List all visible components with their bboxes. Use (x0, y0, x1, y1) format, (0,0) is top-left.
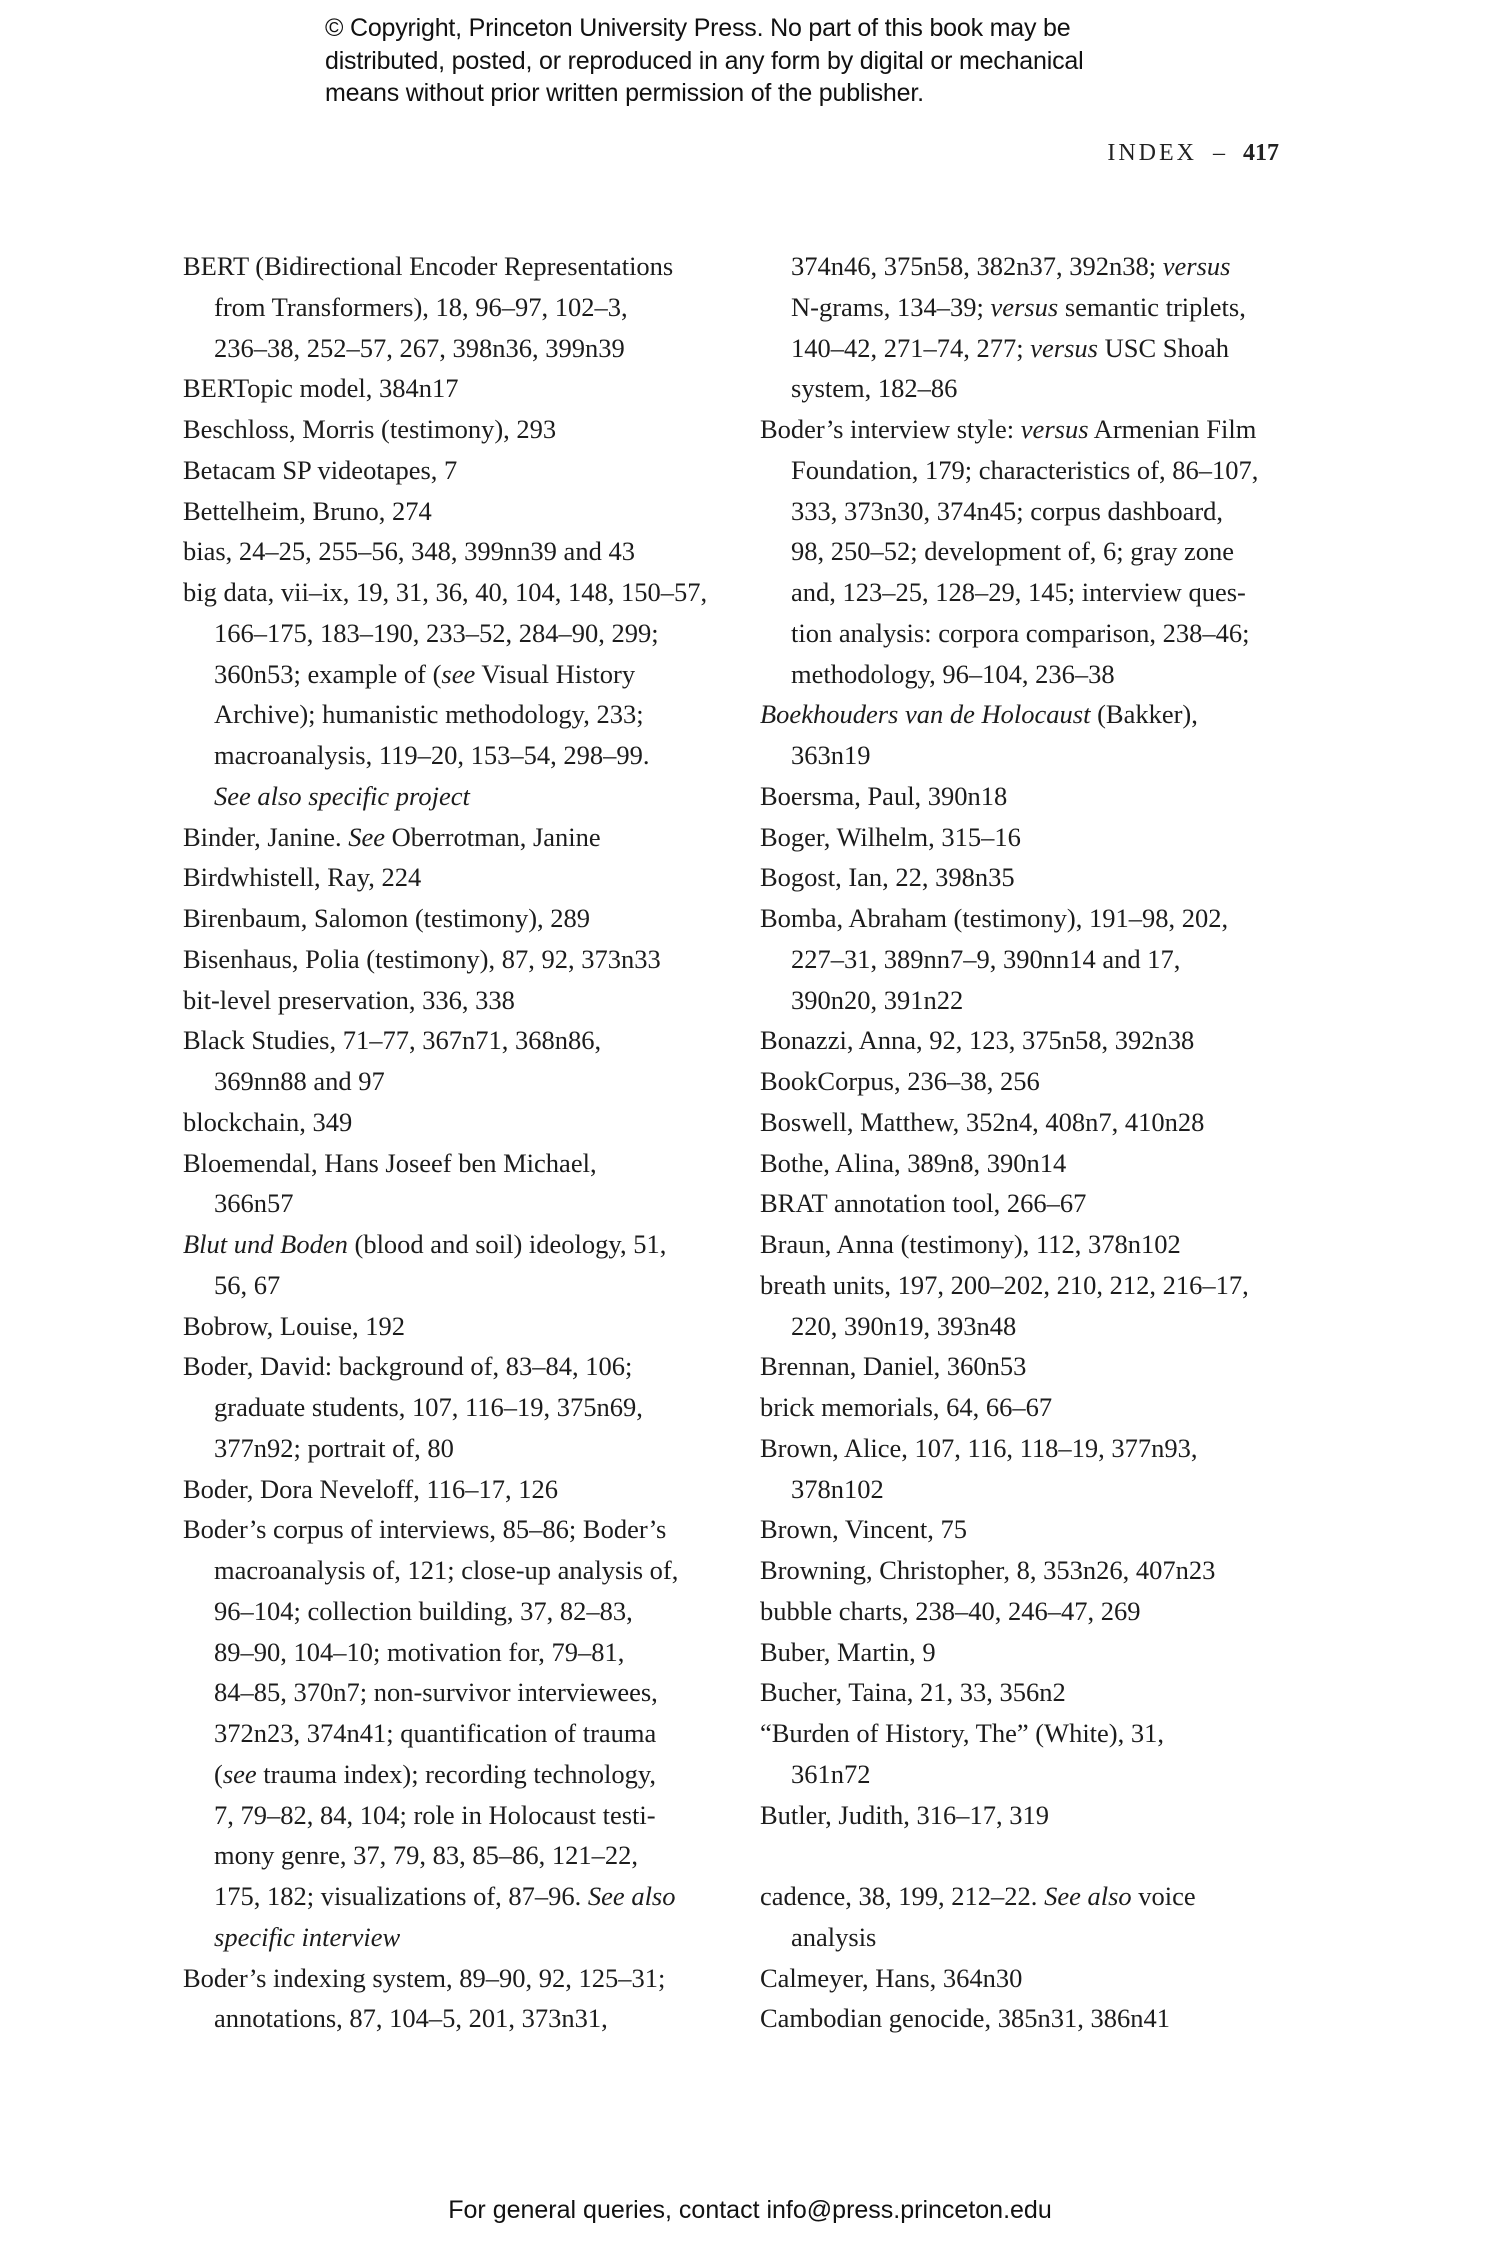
entry-text: 360n53; example of ( (214, 658, 442, 689)
index-entry-continuation (760, 980, 1320, 1021)
copyright-line: means without prior written permission of the publisher. (325, 79, 924, 107)
entry-text: Foundation, 179; characteristics of, 86–107, (791, 454, 1259, 485)
entry-text: macroanalysis, 119–20, 153–54, 298–99. (214, 740, 650, 770)
entry-text: Brown, Vincent, 75 (760, 1514, 967, 1545)
index-entry-continuation (183, 1713, 743, 1754)
index-entry-continuation (183, 1876, 743, 1917)
italic-text: See also (587, 1881, 676, 1911)
entry-text: semantic triplets, (1058, 291, 1246, 322)
index-entry (183, 1102, 743, 1143)
entry-text: Boswell, Matthew, 352n4, 408n7, 410n28 (760, 1106, 1205, 1137)
entry-text: Bomba, Abraham (testimony), 191–98, 202, (760, 903, 1229, 933)
running-head-section: INDEX (1107, 140, 1197, 166)
entry-text: brick memorials, 64, 66–67 (760, 1392, 1053, 1422)
index-entry-continuation (760, 613, 1320, 654)
entry-text: (Bakker), (1090, 699, 1198, 730)
entry-text: USC Shoah (1097, 332, 1230, 363)
index-entry-continuation (183, 1061, 743, 1102)
index-entry-continuation (183, 1265, 743, 1306)
index-entry (760, 1143, 1320, 1184)
entry-text: BRAT annotation tool, 266–67 (760, 1188, 1087, 1219)
italic-text: See also (1044, 1881, 1132, 1911)
index-entry-continuation (183, 776, 743, 817)
index-entry (760, 1550, 1320, 1591)
index-entry-continuation (760, 1469, 1320, 1510)
entry-text: breath units, 197, 200–202, 210, 212, 216–17, (760, 1269, 1249, 1300)
index-entry (183, 817, 743, 858)
index-entry (760, 1346, 1320, 1387)
index-entry (183, 409, 743, 450)
index-entry-continuation (760, 939, 1320, 980)
italic-text: see (441, 658, 476, 689)
entry-text: bit-level preservation, 336, 338 (183, 984, 515, 1015)
index-entry (183, 1020, 743, 1061)
entry-text: 363n19 (791, 740, 871, 770)
index-entry-continuation (183, 1998, 743, 2039)
index-entry-continuation (760, 654, 1320, 695)
entry-text: graduate students, 107, 116–19, 375n69, (214, 1392, 643, 1422)
running-head-separator: – (1213, 140, 1225, 166)
index-entry (183, 572, 743, 613)
index-entry (760, 1958, 1320, 1999)
entry-text: 372n23, 374n41; quantification of trauma (214, 1718, 657, 1748)
entry-text: 96–104; collection building, 37, 82–83, (214, 1595, 633, 1626)
entry-text: Birdwhistell, Ray, 224 (183, 862, 422, 893)
index-entry (760, 1591, 1320, 1632)
index-entry-continuation (183, 613, 743, 654)
entry-text: from Transformers), 18, 96–97, 102–3, (214, 291, 628, 322)
entry-text: Buber, Martin, 9 (760, 1636, 936, 1667)
entry-text: 374n46, 375n58, 382n37, 392n38; (791, 251, 1163, 281)
index-column-right (760, 246, 1320, 2039)
entry-text: N-grams, 134–39; (791, 291, 991, 322)
index-entry (183, 1306, 743, 1347)
entry-text: 220, 390n19, 393n48 (791, 1310, 1017, 1341)
index-entry-continuation (183, 1672, 743, 1713)
index-entry (760, 1020, 1320, 1061)
index-entry-continuation (760, 1917, 1320, 1958)
index-entry (183, 531, 743, 572)
italic-text: versus (1162, 251, 1231, 281)
italic-text: see (222, 1758, 257, 1789)
entry-text: big data, vii–ix, 19, 31, 36, 40, 104, 148, 150–57, (183, 577, 708, 607)
entry-text: “Burden of History, The” (White), 31, (760, 1718, 1165, 1748)
entry-text: Bucher, Taina, 21, 33, 356n2 (760, 1677, 1066, 1708)
index-entry (760, 1102, 1320, 1143)
entry-text: Boder, David: background of, 83–84, 106; (183, 1351, 633, 1382)
index-entry (760, 1428, 1320, 1469)
index-entry (760, 817, 1320, 858)
entry-text: Boder, Dora Neveloff, 116–17, 126 (183, 1473, 559, 1504)
entry-text: Black Studies, 71–77, 367n71, 368n86, (183, 1025, 602, 1056)
index-entry-continuation (760, 735, 1320, 776)
entry-text: mony genre, 37, 79, 83, 85–86, 121–22, (214, 1840, 638, 1871)
italic-text: versus (990, 291, 1059, 322)
entry-text: 377n92; portrait of, 80 (214, 1432, 454, 1463)
index-entry (183, 898, 743, 939)
entry-text: annotations, 87, 104–5, 201, 373n31, (214, 2003, 608, 2034)
entry-text: 378n102 (791, 1473, 884, 1504)
entry-text: Brennan, Daniel, 360n53 (760, 1351, 1027, 1382)
index-entry (760, 1998, 1320, 2039)
index-entry-continuation (183, 1917, 743, 1958)
entry-text: ( (214, 1758, 223, 1789)
entry-text: tion analysis: corpora comparison, 238–46; (791, 617, 1250, 648)
index-entry (183, 450, 743, 491)
entry-text: analysis (791, 1921, 877, 1952)
index-entry-continuation (760, 328, 1320, 369)
entry-text: BERT (Bidirectional Encoder Representations (183, 251, 674, 281)
entry-text: cadence, 38, 199, 212–22. (760, 1881, 1045, 1911)
index-entry (183, 980, 743, 1021)
entry-text: 361n72 (791, 1758, 871, 1789)
italic-text: See also specific project (214, 780, 470, 811)
index-entry-continuation (183, 287, 743, 328)
entry-text: Boder’s corpus of interviews, 85–86; Boder’s (183, 1514, 667, 1545)
italic-text: specific interview (214, 1921, 401, 1952)
index-entry (760, 1183, 1320, 1224)
entry-text: Binder, Janine. (183, 821, 349, 852)
entry-text: Boder’s interview style: (760, 414, 1021, 444)
entry-text: 366n57 (214, 1188, 294, 1219)
entry-text: trauma index); recording technology, (256, 1758, 656, 1789)
entry-text: BERTopic model, 384n17 (183, 373, 459, 404)
italic-text: See (348, 821, 386, 852)
entry-text: Bothe, Alina, 389n8, 390n14 (760, 1147, 1067, 1178)
entry-text: Bonazzi, Anna, 92, 123, 375n58, 392n38 (760, 1025, 1195, 1056)
entry-text: 98, 250–52; development of, 6; gray zone (791, 536, 1235, 567)
entry-text: (blood and soil) ideology, 51, (347, 1229, 667, 1259)
entry-text: blockchain, 349 (183, 1106, 353, 1137)
entry-text: 84–85, 370n7; non-survivor interviewees, (214, 1677, 658, 1708)
index-entry (183, 1143, 743, 1184)
index-entry (760, 1265, 1320, 1306)
entry-text: 140–42, 271–74, 277; (791, 332, 1031, 363)
entry-text: BookCorpus, 236–38, 256 (760, 1066, 1040, 1096)
index-entry-continuation (183, 1428, 743, 1469)
index-entry-continuation (183, 1632, 743, 1673)
entry-text: 175, 182; visualizations of, 87–96. (214, 1881, 588, 1911)
index-entry (183, 1224, 743, 1265)
index-entry-continuation (760, 1306, 1320, 1347)
entry-text: Brown, Alice, 107, 116, 118–19, 377n93, (760, 1432, 1198, 1463)
entry-text: Bogost, Ian, 22, 398n35 (760, 862, 1015, 893)
index-entry (760, 1795, 1320, 1836)
entry-text: 7, 79–82, 84, 104; role in Holocaust testi- (214, 1799, 656, 1830)
index-entry (760, 1672, 1320, 1713)
index-entry (183, 1469, 743, 1510)
entry-text: Beschloss, Morris (testimony), 293 (183, 414, 557, 444)
entry-text: Bobrow, Louise, 192 (183, 1310, 406, 1341)
index-entry-continuation (760, 246, 1320, 287)
index-entry-continuation (760, 1754, 1320, 1795)
index-entry-continuation (760, 491, 1320, 532)
index-column-left (183, 246, 743, 2039)
index-entry-continuation (183, 654, 743, 695)
index-entry (183, 491, 743, 532)
entry-text: 89–90, 104–10; motivation for, 79–81, (214, 1636, 625, 1667)
entry-text: Boersma, Paul, 390n18 (760, 780, 1008, 811)
page-number: 417 (1243, 140, 1279, 166)
index-entry (760, 1876, 1320, 1917)
index-entry-continuation (760, 450, 1320, 491)
index-entry (760, 1632, 1320, 1673)
index-entry (760, 898, 1320, 939)
entry-text: Archive); humanistic methodology, 233; (214, 699, 644, 730)
index-entry (760, 857, 1320, 898)
copyright-line: distributed, posted, or reproduced in any form by digital or mechanical (325, 46, 1084, 75)
entry-text: Cambodian genocide, 385n31, 386n41 (760, 2003, 1170, 2034)
italic-text: Boekhouders van de Holocaust (760, 699, 1091, 730)
entry-text: 56, 67 (214, 1269, 281, 1300)
italic-text: Blut und Boden (183, 1229, 348, 1259)
entry-text: methodology, 96–104, 236–38 (791, 658, 1115, 689)
entry-text: 333, 373n30, 374n45; corpus dashboard, (791, 495, 1224, 526)
index-entry (760, 1224, 1320, 1265)
index-entry (183, 1958, 743, 1999)
copyright-notice (325, 12, 1225, 110)
index-entry (760, 1713, 1320, 1754)
entry-text: Boder’s indexing system, 89–90, 92, 125–31; (183, 1962, 666, 1993)
footer-contact: For general queries, contact info@press.princeton.edu (448, 2196, 1052, 2224)
entry-text: system, 182–86 (791, 373, 958, 404)
italic-text: versus (1020, 414, 1089, 444)
entry-text: 236–38, 252–57, 267, 398n36, 399n39 (214, 332, 625, 363)
entry-text: Bloemendal, Hans Joseef ben Michael, (183, 1147, 597, 1178)
index-entry-continuation (183, 1591, 743, 1632)
entry-text: Boger, Wilhelm, 315–16 (760, 821, 1021, 852)
index-entry-continuation (183, 694, 743, 735)
index-entry (183, 857, 743, 898)
entry-text: Browning, Christopher, 8, 353n26, 407n23 (760, 1555, 1216, 1585)
index-entry-continuation (760, 287, 1320, 328)
entry-text: and, 123–25, 128–29, 145; interview ques- (791, 577, 1246, 607)
entry-text: 166–175, 183–190, 233–52, 284–90, 299; (214, 617, 659, 648)
index-entry-continuation (760, 368, 1320, 409)
entry-text: macroanalysis of, 121; close-up analysis of, (214, 1555, 679, 1585)
entry-text: Butler, Judith, 316–17, 319 (760, 1799, 1049, 1830)
index-entry-continuation (760, 572, 1320, 613)
index-entry-continuation (183, 1387, 743, 1428)
index-entry (760, 694, 1320, 735)
index-entry (183, 939, 743, 980)
index-entry-continuation (183, 1550, 743, 1591)
index-entry (760, 1509, 1320, 1550)
index-entry (183, 246, 743, 287)
entry-text: bias, 24–25, 255–56, 348, 399nn39 and 43 (183, 536, 635, 567)
index-entry-continuation (183, 1835, 743, 1876)
entry-text: 227–31, 389nn7–9, 390nn14 and 17, (791, 943, 1181, 974)
entry-text: bubble charts, 238–40, 246–47, 269 (760, 1595, 1141, 1626)
entry-text: Armenian Film (1088, 414, 1257, 444)
index-entry-continuation (183, 1183, 743, 1224)
index-entry-continuation (183, 735, 743, 776)
entry-text: Visual History (475, 658, 636, 689)
index-entry (760, 776, 1320, 817)
index-entry (183, 1346, 743, 1387)
index-entry-continuation (760, 531, 1320, 572)
entry-text: Braun, Anna (testimony), 112, 378n102 (760, 1229, 1181, 1259)
copyright-line: © Copyright, Princeton University Press. No part of this book may be (325, 14, 1071, 42)
index-entry (183, 368, 743, 409)
index-entry-continuation (183, 1795, 743, 1836)
entry-text: Birenbaum, Salomon (testimony), 289 (183, 903, 591, 933)
entry-text: voice (1131, 1881, 1196, 1911)
entry-text: Betacam SP videotapes, 7 (183, 454, 458, 485)
index-entry-continuation (183, 328, 743, 369)
entry-text: Oberrotman, Janine (385, 821, 601, 852)
entry-text: 369nn88 and 97 (214, 1066, 385, 1096)
entry-text: Bisenhaus, Polia (testimony), 87, 92, 373n33 (183, 943, 661, 974)
letter-group-gap (760, 1835, 1320, 1876)
index-entry (760, 1387, 1320, 1428)
running-head (1107, 140, 1279, 167)
entry-text: Calmeyer, Hans, 364n30 (760, 1962, 1023, 1993)
italic-text: versus (1030, 332, 1098, 363)
index-entry (760, 409, 1320, 450)
index-entry (183, 1509, 743, 1550)
index-entry (760, 1061, 1320, 1102)
entry-text: Bettelheim, Bruno, 274 (183, 495, 432, 526)
entry-text: 390n20, 391n22 (791, 984, 964, 1015)
index-entry-continuation (183, 1754, 743, 1795)
